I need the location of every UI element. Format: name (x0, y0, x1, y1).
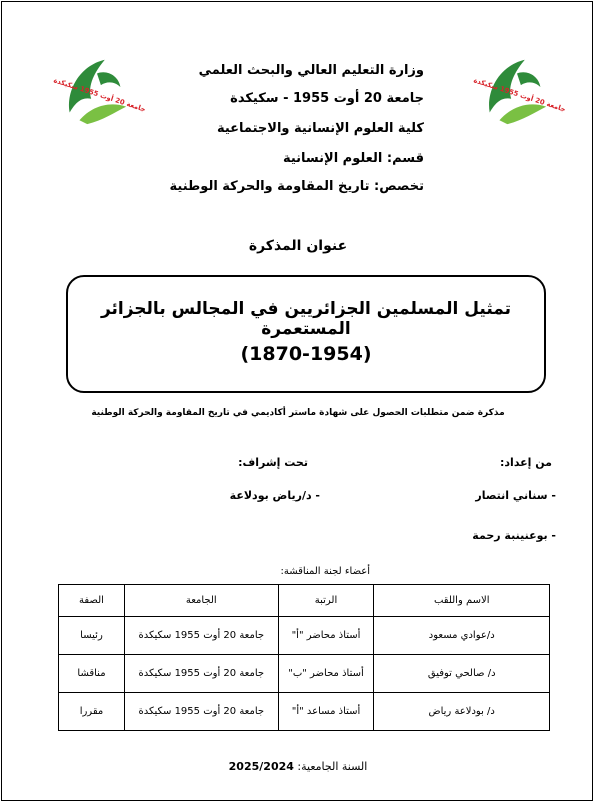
title-line-1: تمثيل المسلمين الجزائريين في المجالس بالجزائر المستعمرة (100, 299, 512, 339)
university-name: جامعة 20 أوت 1955 - سكيكدة (230, 91, 424, 106)
supervisor-name: - د/رياض بودلاعة (229, 489, 320, 502)
logo-text: جامعة 20 أوت 1955 سكيكدة (52, 76, 147, 114)
jury-university: جامعة 20 أوت 1955 سكيكدة (124, 655, 278, 693)
jury-role: مقررا (59, 693, 125, 731)
jury-role: مناقشا (59, 655, 125, 693)
jury-name: د/عوادي مسعود (374, 617, 550, 655)
jury-name: د/ بودلاعة رياض (374, 693, 550, 731)
memo-label: عنوان المذكرة (248, 238, 348, 254)
jury-name: د/ صالحي توفيق (374, 655, 550, 693)
jury-label: أعضاء لجنة المناقشة: (280, 566, 370, 577)
university-logo-right (472, 52, 567, 130)
header-name: الاسم واللقب (374, 585, 550, 617)
jury-rank: أستاذ محاضر "ب" (278, 655, 374, 693)
header-role: الصفة (59, 585, 125, 617)
jury-table (58, 584, 550, 731)
student-2: - بوعنينبة رحمة (472, 529, 556, 542)
jury-rank: أستاذ محاضر "أ" (278, 617, 374, 655)
ministry-name: وزارة التعليم العالي والبحث العلمي (198, 63, 424, 78)
degree-note: مذكرة ضمن متطلبات الحصول على شهادة ماستر أكاديمي في تاريخ المقاومة والحركة الوطنية (91, 408, 505, 418)
header-rank: الرتبة (278, 585, 374, 617)
title-line-2: (1870-1954) (240, 343, 372, 365)
prepared-label: من إعداد: (500, 456, 552, 469)
table-header-row (59, 585, 550, 617)
academic-year-label: السنة الجامعية: (297, 760, 368, 773)
logo-text: جامعة 20 أوت 1955 سكيكدة (472, 76, 567, 114)
table-row (59, 617, 550, 655)
header-university: الجامعة (124, 585, 278, 617)
university-logo-left (52, 52, 147, 130)
student-1: - سناني انتصار (475, 489, 556, 502)
title-box (66, 275, 546, 393)
supervision-label: تحت إشراف: (238, 456, 308, 469)
jury-rank: أستاذ مساعد "أ" (278, 693, 374, 731)
department-name: قسم: العلوم الإنسانية (282, 151, 424, 166)
jury-university: جامعة 20 أوت 1955 سكيكدة (124, 617, 278, 655)
specialty-name: تخصص: تاريخ المقاومة والحركة الوطنية (169, 179, 424, 194)
table-row (59, 693, 550, 731)
academic-year-value: 2025/2024 (228, 760, 294, 773)
jury-university: جامعة 20 أوت 1955 سكيكدة (124, 693, 278, 731)
academic-year (0, 760, 596, 773)
faculty-name: كلية العلوم الإنسانية والاجتماعية (216, 121, 424, 136)
table-row (59, 655, 550, 693)
jury-role: رئيسا (59, 617, 125, 655)
